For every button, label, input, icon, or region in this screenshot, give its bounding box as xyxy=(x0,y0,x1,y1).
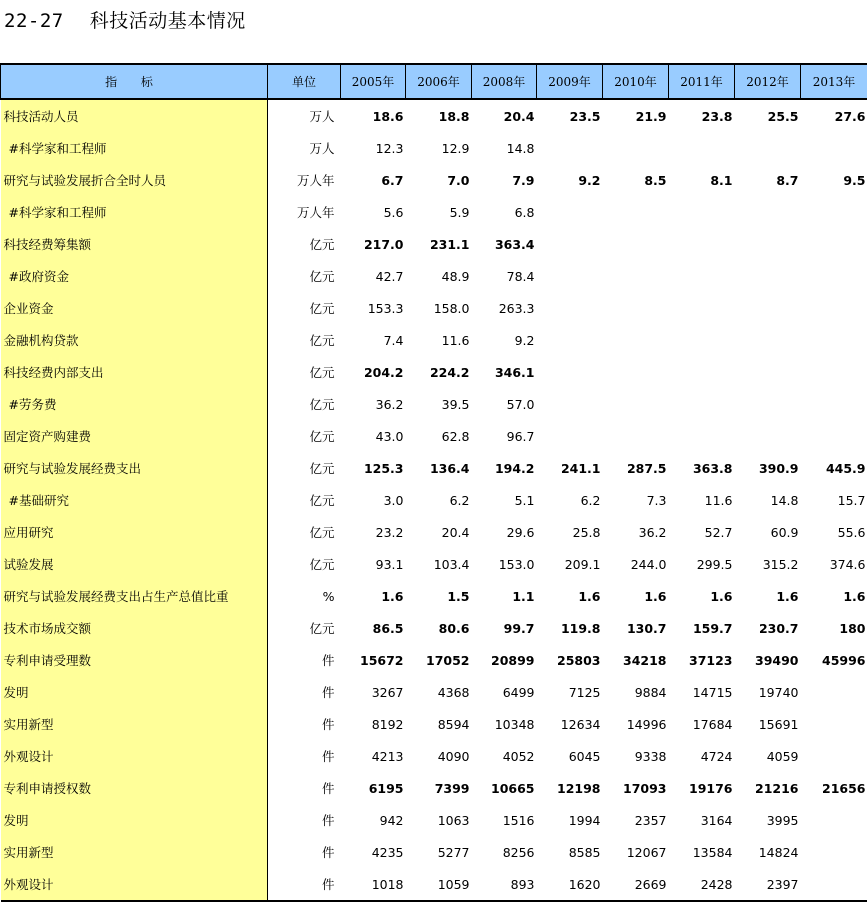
value-cell xyxy=(735,324,801,356)
row-label: #科学家和工程师 xyxy=(1,196,268,228)
row-unit: 亿元 xyxy=(309,429,335,444)
value-cell: 36.2 xyxy=(638,524,667,540)
value-cell: 8.7 xyxy=(776,172,799,188)
value-cell: 3267 xyxy=(371,684,404,700)
statistics-table xyxy=(0,63,867,902)
value-cell: 27.6 xyxy=(834,108,866,124)
table-row xyxy=(1,644,867,676)
header-year: 2013年 xyxy=(801,64,867,99)
value-cell: 23.2 xyxy=(375,524,404,540)
value-cell: 14.8 xyxy=(770,492,799,508)
value-cell: 37123 xyxy=(689,652,733,668)
value-cell xyxy=(603,292,669,324)
value-cell: 14824 xyxy=(758,844,799,860)
value-cell xyxy=(669,388,735,420)
table-row xyxy=(1,228,867,260)
value-cell: 29.6 xyxy=(506,524,535,540)
value-cell: 2669 xyxy=(603,868,669,901)
value-cell: 1.6 xyxy=(644,588,667,604)
value-cell: 9884 xyxy=(634,684,667,700)
row-label: #科学家和工程师 xyxy=(1,132,268,164)
value-cell: 390.9 xyxy=(758,460,799,476)
value-cell: 1.6 xyxy=(710,588,733,604)
value-cell xyxy=(735,420,801,452)
value-cell: 209.1 xyxy=(564,556,601,572)
value-cell: 4052 xyxy=(502,748,535,764)
value-cell: 1.6 xyxy=(381,588,404,604)
table-row xyxy=(1,260,867,292)
header-year: 2010年 xyxy=(603,64,669,99)
value-cell: 159.7 xyxy=(692,620,733,636)
value-cell: 942 xyxy=(379,812,404,828)
value-cell: 6.2 xyxy=(449,492,470,508)
row-label: #政府资金 xyxy=(1,260,268,292)
value-cell: 96.7 xyxy=(506,428,535,444)
value-cell xyxy=(801,324,867,356)
row-label: 试验发展 xyxy=(1,548,268,580)
value-cell: 8585 xyxy=(568,844,601,860)
row-label: 实用新型 xyxy=(1,708,268,740)
value-cell: 231.1 xyxy=(429,236,470,252)
value-cell: 1.6 xyxy=(843,588,866,604)
value-cell: 21.9 xyxy=(635,108,667,124)
value-cell: 13584 xyxy=(692,844,733,860)
value-cell: 12.9 xyxy=(441,140,470,156)
header-year: 2005年 xyxy=(341,64,406,99)
value-cell: 48.9 xyxy=(441,268,470,284)
value-cell xyxy=(537,196,603,228)
value-cell: 42.7 xyxy=(375,268,404,284)
table-row xyxy=(1,580,867,612)
value-cell: 2428 xyxy=(669,868,735,901)
row-unit: 件 xyxy=(321,781,335,796)
value-cell xyxy=(801,388,867,420)
value-cell: 34218 xyxy=(623,652,667,668)
value-cell: 7399 xyxy=(434,780,470,796)
value-cell xyxy=(669,356,735,388)
header-unit: 单位 xyxy=(268,64,341,99)
row-unit: % xyxy=(322,588,335,604)
table-row xyxy=(1,196,867,228)
value-cell: 7.4 xyxy=(383,332,404,348)
value-cell: 5.6 xyxy=(383,204,404,220)
value-cell: 14996 xyxy=(626,716,667,732)
row-unit: 件 xyxy=(321,749,335,764)
value-cell: 45996 xyxy=(822,652,866,668)
table-row xyxy=(1,676,867,708)
value-cell: 11.6 xyxy=(441,332,470,348)
table-row xyxy=(1,740,867,772)
value-cell: 194.2 xyxy=(494,460,535,476)
value-cell: 3164 xyxy=(700,812,733,828)
value-cell: 153.3 xyxy=(367,300,404,316)
value-cell: 8192 xyxy=(371,716,404,732)
row-label: 专利申请授权数 xyxy=(1,772,268,804)
value-cell: 1.6 xyxy=(776,588,799,604)
row-unit: 件 xyxy=(321,717,335,732)
value-cell xyxy=(801,676,867,708)
value-cell: 17684 xyxy=(692,716,733,732)
row-label: 外观设计 xyxy=(1,868,268,901)
value-cell: 12634 xyxy=(560,716,601,732)
header-year: 2011年 xyxy=(669,64,735,99)
value-cell: 78.4 xyxy=(506,268,535,284)
value-cell: 9.5 xyxy=(843,172,866,188)
value-cell: 6.2 xyxy=(580,492,601,508)
row-unit: 件 xyxy=(321,685,335,700)
value-cell: 25803 xyxy=(557,652,601,668)
value-cell xyxy=(669,292,735,324)
value-cell: 374.6 xyxy=(829,556,866,572)
value-cell: 20899 xyxy=(491,652,535,668)
value-cell xyxy=(735,260,801,292)
table-row xyxy=(1,388,867,420)
value-cell: 1063 xyxy=(437,812,470,828)
header-indicator: 指 标 xyxy=(1,64,268,99)
value-cell xyxy=(537,132,603,164)
value-cell: 230.7 xyxy=(758,620,799,636)
row-label: 企业资金 xyxy=(1,292,268,324)
value-cell xyxy=(735,228,801,260)
value-cell: 62.8 xyxy=(441,428,470,444)
row-label: 金融机构贷款 xyxy=(1,324,268,356)
value-cell: 5.1 xyxy=(514,492,535,508)
row-label: 外观设计 xyxy=(1,740,268,772)
value-cell: 60.9 xyxy=(770,524,799,540)
value-cell xyxy=(603,388,669,420)
value-cell: 4235 xyxy=(371,844,404,860)
value-cell: 39.5 xyxy=(441,396,470,412)
row-unit: 件 xyxy=(321,845,335,860)
value-cell: 103.4 xyxy=(433,556,470,572)
table-row xyxy=(1,868,867,901)
value-cell xyxy=(537,420,603,452)
value-cell: 23.5 xyxy=(569,108,601,124)
value-cell: 8594 xyxy=(437,716,470,732)
value-cell: 6499 xyxy=(502,684,535,700)
value-cell: 5277 xyxy=(437,844,470,860)
value-cell xyxy=(603,228,669,260)
value-cell: 93.1 xyxy=(375,556,404,572)
value-cell: 99.7 xyxy=(503,620,535,636)
value-cell: 2357 xyxy=(634,812,667,828)
value-cell: 86.5 xyxy=(372,620,404,636)
value-cell xyxy=(669,196,735,228)
value-cell: 11.6 xyxy=(704,492,733,508)
value-cell: 136.4 xyxy=(429,460,470,476)
value-cell xyxy=(537,260,603,292)
row-unit: 亿元 xyxy=(309,525,335,540)
value-cell: 12198 xyxy=(557,780,601,796)
table-row xyxy=(1,484,867,516)
value-cell: 15672 xyxy=(360,652,404,668)
value-cell: 217.0 xyxy=(363,236,404,252)
value-cell: 241.1 xyxy=(560,460,601,476)
row-label: 实用新型 xyxy=(1,836,268,868)
row-unit: 亿元 xyxy=(309,397,335,412)
row-label: 发明 xyxy=(1,804,268,836)
value-cell: 14.8 xyxy=(506,140,535,156)
row-label: 研究与试验发展折合全时人员 xyxy=(1,164,268,196)
value-cell: 19176 xyxy=(689,780,733,796)
value-cell: 1.5 xyxy=(447,588,470,604)
row-unit: 件 xyxy=(321,813,335,828)
value-cell xyxy=(537,356,603,388)
value-cell xyxy=(669,420,735,452)
header-year: 2009年 xyxy=(537,64,603,99)
row-label: 科技经费筹集额 xyxy=(1,228,268,260)
row-label: 研究与试验发展经费支出占生产总值比重 xyxy=(1,580,268,612)
value-cell: 6195 xyxy=(368,780,404,796)
value-cell: 17093 xyxy=(623,780,667,796)
value-cell xyxy=(801,836,867,868)
value-cell xyxy=(801,868,867,901)
value-cell: 17052 xyxy=(426,652,470,668)
value-cell xyxy=(801,356,867,388)
value-cell: 287.5 xyxy=(626,460,667,476)
value-cell: 18.8 xyxy=(438,108,470,124)
value-cell xyxy=(603,324,669,356)
row-unit: 亿元 xyxy=(309,621,335,636)
value-cell: 158.0 xyxy=(433,300,470,316)
row-unit: 亿元 xyxy=(309,365,335,380)
value-cell: 1.6 xyxy=(578,588,601,604)
value-cell: 8.5 xyxy=(644,172,667,188)
header-row xyxy=(1,64,867,99)
value-cell: 4213 xyxy=(371,748,404,764)
value-cell: 14715 xyxy=(692,684,733,700)
value-cell: 1018 xyxy=(341,868,406,901)
value-cell: 3.0 xyxy=(383,492,404,508)
table-number: 22-27 xyxy=(4,10,64,32)
value-cell: 1516 xyxy=(502,812,535,828)
value-cell: 3995 xyxy=(766,812,799,828)
value-cell: 12.3 xyxy=(375,140,404,156)
value-cell: 23.8 xyxy=(701,108,733,124)
value-cell xyxy=(801,292,867,324)
value-cell xyxy=(537,324,603,356)
header-year: 2006年 xyxy=(406,64,472,99)
value-cell: 153.0 xyxy=(498,556,535,572)
row-label: 发明 xyxy=(1,676,268,708)
value-cell: 7.3 xyxy=(646,492,667,508)
table-row xyxy=(1,164,867,196)
value-cell: 25.8 xyxy=(572,524,601,540)
value-cell: 6.8 xyxy=(514,204,535,220)
table-row xyxy=(1,132,867,164)
row-label: #基础研究 xyxy=(1,484,268,516)
table-row xyxy=(1,836,867,868)
value-cell xyxy=(603,132,669,164)
value-cell: 10665 xyxy=(491,780,535,796)
value-cell: 4090 xyxy=(437,748,470,764)
value-cell: 6045 xyxy=(568,748,601,764)
table-body xyxy=(1,99,867,901)
value-cell: 346.1 xyxy=(494,364,535,380)
value-cell: 55.6 xyxy=(837,524,866,540)
value-cell: 57.0 xyxy=(506,396,535,412)
value-cell: 15691 xyxy=(758,716,799,732)
table-row xyxy=(1,772,867,804)
value-cell xyxy=(801,228,867,260)
value-cell: 20.4 xyxy=(503,108,535,124)
row-label: 应用研究 xyxy=(1,516,268,548)
value-cell: 1994 xyxy=(568,812,601,828)
value-cell xyxy=(801,420,867,452)
value-cell: 10348 xyxy=(494,716,535,732)
value-cell: 36.2 xyxy=(375,396,404,412)
value-cell: 15.7 xyxy=(837,492,866,508)
row-unit: 万人 xyxy=(309,109,335,124)
value-cell xyxy=(801,804,867,836)
row-unit: 亿元 xyxy=(309,333,335,348)
value-cell: 9.2 xyxy=(578,172,601,188)
value-cell: 4368 xyxy=(437,684,470,700)
value-cell xyxy=(735,388,801,420)
value-cell xyxy=(735,292,801,324)
value-cell: 6.7 xyxy=(381,172,404,188)
value-cell: 52.7 xyxy=(704,524,733,540)
value-cell: 180 xyxy=(839,620,866,636)
row-unit: 件 xyxy=(268,868,341,901)
value-cell: 363.8 xyxy=(692,460,733,476)
value-cell: 20.4 xyxy=(441,524,470,540)
row-label: 技术市场成交额 xyxy=(1,612,268,644)
row-unit: 亿元 xyxy=(309,493,335,508)
value-cell xyxy=(669,260,735,292)
row-unit: 亿元 xyxy=(309,461,335,476)
table-row xyxy=(1,804,867,836)
value-cell: 21216 xyxy=(755,780,799,796)
table-row xyxy=(1,612,867,644)
value-cell xyxy=(735,132,801,164)
value-cell xyxy=(669,324,735,356)
table-row xyxy=(1,452,867,484)
value-cell xyxy=(801,708,867,740)
value-cell: 9.2 xyxy=(514,332,535,348)
value-cell: 1620 xyxy=(537,868,603,901)
value-cell: 12067 xyxy=(626,844,667,860)
row-label: 科技活动人员 xyxy=(1,99,268,132)
row-label: 专利申请受理数 xyxy=(1,644,268,676)
value-cell: 4724 xyxy=(700,748,733,764)
value-cell xyxy=(801,260,867,292)
value-cell: 2397 xyxy=(735,868,801,901)
value-cell xyxy=(603,356,669,388)
value-cell: 9338 xyxy=(634,748,667,764)
row-label: 固定资产购建费 xyxy=(1,420,268,452)
value-cell: 119.8 xyxy=(560,620,601,636)
value-cell: 224.2 xyxy=(429,364,470,380)
value-cell: 4059 xyxy=(766,748,799,764)
value-cell: 7.9 xyxy=(512,172,535,188)
table-row xyxy=(1,420,867,452)
value-cell: 19740 xyxy=(758,684,799,700)
row-unit: 亿元 xyxy=(309,301,335,316)
row-label: 研究与试验发展经费支出 xyxy=(1,452,268,484)
value-cell xyxy=(537,388,603,420)
value-cell xyxy=(669,132,735,164)
value-cell: 1.1 xyxy=(512,588,535,604)
table-row xyxy=(1,292,867,324)
value-cell xyxy=(537,292,603,324)
page-title xyxy=(4,6,246,33)
value-cell: 363.4 xyxy=(494,236,535,252)
value-cell xyxy=(603,260,669,292)
row-label: 科技经费内部支出 xyxy=(1,356,268,388)
value-cell: 125.3 xyxy=(363,460,404,476)
table-row xyxy=(1,99,867,132)
value-cell xyxy=(537,228,603,260)
row-unit: 万人年 xyxy=(296,205,335,220)
table-row xyxy=(1,548,867,580)
value-cell xyxy=(735,196,801,228)
value-cell: 7.0 xyxy=(447,172,470,188)
value-cell xyxy=(801,740,867,772)
table-title: 科技活动基本情况 xyxy=(89,10,246,32)
row-unit: 亿元 xyxy=(309,237,335,252)
value-cell: 893 xyxy=(472,868,537,901)
value-cell: 244.0 xyxy=(630,556,667,572)
value-cell: 445.9 xyxy=(825,460,866,476)
value-cell xyxy=(735,356,801,388)
value-cell: 39490 xyxy=(755,652,799,668)
value-cell xyxy=(801,196,867,228)
value-cell: 80.6 xyxy=(438,620,470,636)
table-row xyxy=(1,356,867,388)
value-cell: 263.3 xyxy=(498,300,535,316)
row-unit: 万人 xyxy=(309,141,335,156)
value-cell: 8.1 xyxy=(710,172,733,188)
value-cell: 1059 xyxy=(406,868,472,901)
row-unit: 件 xyxy=(321,653,335,668)
header-year: 2008年 xyxy=(472,64,537,99)
table-row xyxy=(1,516,867,548)
row-label: #劳务费 xyxy=(1,388,268,420)
value-cell: 130.7 xyxy=(626,620,667,636)
value-cell: 315.2 xyxy=(762,556,799,572)
value-cell xyxy=(603,196,669,228)
value-cell: 5.9 xyxy=(449,204,470,220)
header-year: 2012年 xyxy=(735,64,801,99)
value-cell xyxy=(669,228,735,260)
value-cell xyxy=(603,420,669,452)
value-cell xyxy=(801,132,867,164)
row-unit: 亿元 xyxy=(309,269,335,284)
value-cell: 204.2 xyxy=(363,364,404,380)
table-row xyxy=(1,324,867,356)
value-cell: 18.6 xyxy=(372,108,404,124)
value-cell: 43.0 xyxy=(375,428,404,444)
row-unit: 亿元 xyxy=(309,557,335,572)
value-cell: 7125 xyxy=(568,684,601,700)
value-cell: 25.5 xyxy=(767,108,799,124)
row-unit: 万人年 xyxy=(296,173,335,188)
table-row xyxy=(1,708,867,740)
value-cell: 8256 xyxy=(502,844,535,860)
value-cell: 21656 xyxy=(822,780,866,796)
value-cell: 299.5 xyxy=(696,556,733,572)
